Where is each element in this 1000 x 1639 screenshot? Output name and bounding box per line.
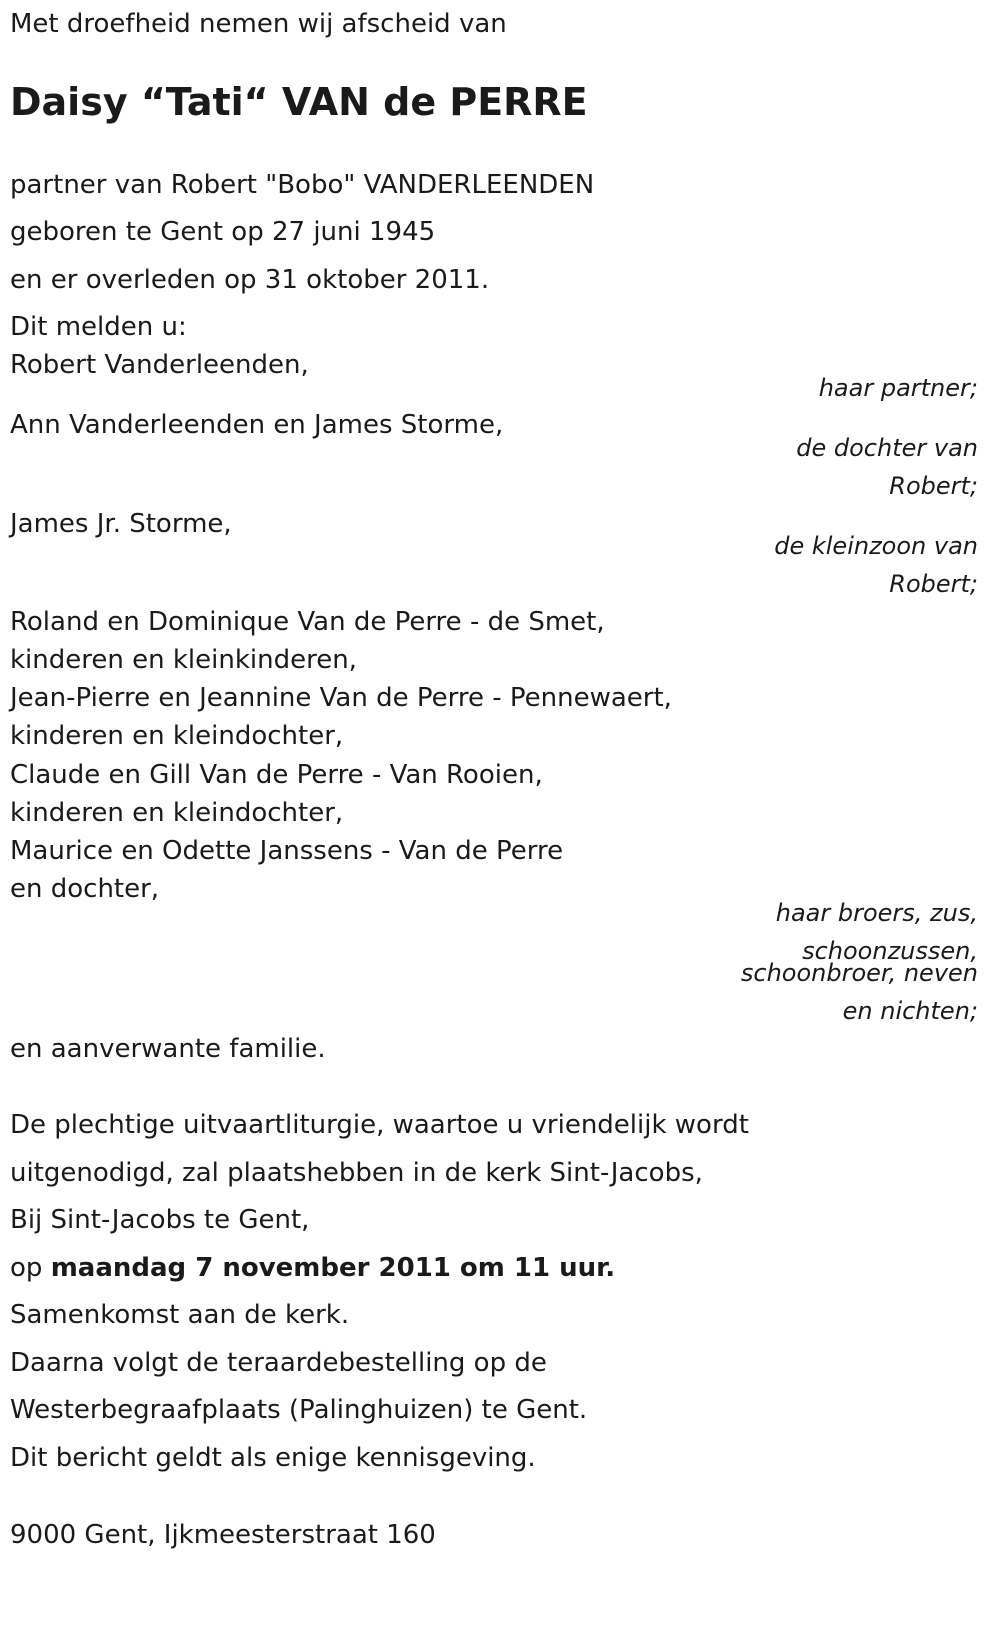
funeral-line: De plechtige uitvaartliturgie, waartoe u vriendelijk wordt (10, 1110, 749, 1140)
mourner-line: Maurice en Odette Janssens - Van de Perre (10, 836, 564, 866)
relation-label: haar partner; (818, 374, 978, 402)
mourner-line: Robert Vanderleenden, (10, 350, 309, 380)
relation-label: haar broers, zus, (775, 899, 978, 927)
mourner-line: en aanverwante familie. (10, 1034, 326, 1064)
mourner-line: Roland en Dominique Van de Perre - de Smet, (10, 607, 605, 637)
deceased-name: Daisy “Tati“ VAN de PERRE (10, 80, 588, 124)
funeral-line: Daarna volgt de teraardebestelling op de (10, 1348, 547, 1378)
funeral-line: Samenkomst aan de kerk. (10, 1300, 350, 1330)
mourner-line: en dochter, (10, 874, 160, 904)
mourner-line: Jean-Pierre en Jeannine Van de Perre - Pennewaert, (10, 683, 672, 713)
mourner-line: Claude en Gill Van de Perre - Van Rooien, (10, 760, 543, 790)
funeral-line: Dit bericht geldt als enige kennisgeving. (10, 1443, 536, 1473)
relation-label: schoonbroer, neven (740, 959, 978, 987)
mourner-line: Ann Vanderleenden en James Storme, (10, 410, 504, 440)
funeral-date-line (10, 1252, 615, 1284)
relation-label: en nichten; (842, 997, 978, 1025)
birth-line: geboren te Gent op 27 juni 1945 (10, 217, 436, 247)
funeral-line: Bij Sint-Jacobs te Gent, (10, 1205, 310, 1235)
intro-text: Met droefheid nemen wij afscheid van (10, 9, 507, 39)
partner-line: partner van Robert "Bobo" VANDERLEENDEN (10, 170, 595, 200)
funeral-line: uitgenodigd, zal plaatshebben in de kerk Sint-Jacobs, (10, 1158, 703, 1188)
funeral-date: maandag 7 november 2011 om 11 uur. (50, 1253, 616, 1283)
mourner-line: James Jr. Storme, (10, 509, 232, 539)
relation-label: de dochter van (796, 434, 978, 462)
mourner-line: kinderen en kleindochter, (10, 798, 344, 828)
relation-label: schoonzussen, (802, 937, 978, 965)
relation-label: de kleinzoon van (774, 532, 978, 560)
announce-text: Dit melden u: (10, 312, 187, 342)
relation-label: Robert; (889, 472, 978, 500)
mourner-line: kinderen en kleindochter, (10, 721, 344, 751)
mourner-line: kinderen en kleinkinderen, (10, 645, 357, 675)
funeral-date-prefix: op (10, 1253, 51, 1283)
funeral-line: Westerbegraafplaats (Palinghuizen) te Gent. (10, 1395, 588, 1425)
address-text: 9000 Gent, Ijkmeesterstraat 160 (10, 1520, 436, 1550)
relation-label: Robert; (889, 570, 978, 598)
death-line: en er overleden op 31 oktober 2011. (10, 265, 490, 295)
